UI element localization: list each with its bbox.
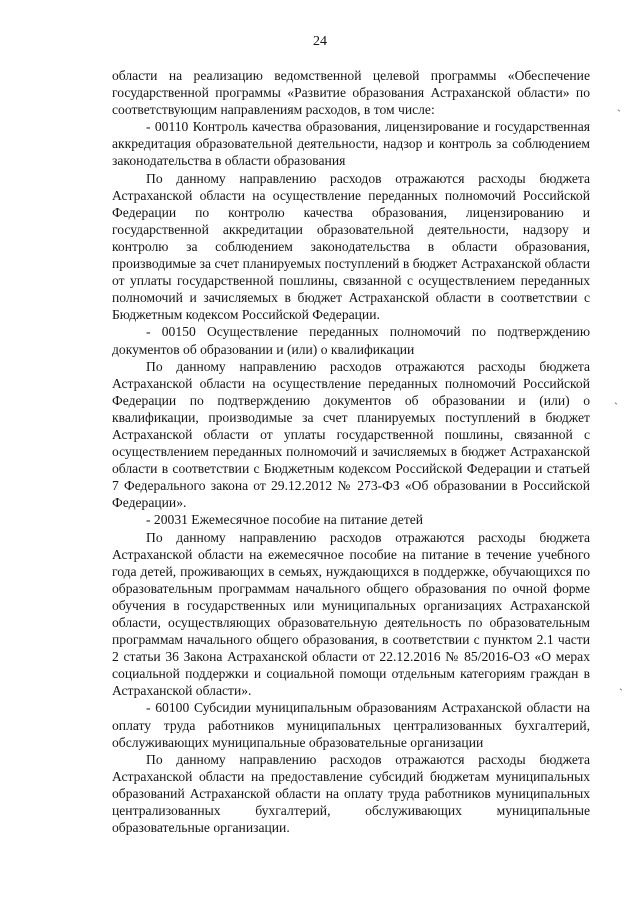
item-20031-heading: - 20031 Ежемесячное пособие на питание детей [146, 512, 424, 528]
item-00150-description: По данному направлению расходов отражаются расходы бюджета Астраханской области на осуществление переданных полномочий Российской Федерации по подтверждению документов об образовании и (или) о квалификации, производимые за счет планируемых поступлений в бюджет Астраханской области от уплаты государственной пошлины, связанной с осуществлением переданных полномочий и зачисляемых в бюджет Астраханской области в соответствии с Бюджетным кодексом Российской Федерации и статьей 7 Федерального закона от 29.12.2012 № 273-ФЗ «Об образовании в Российской Федерации». [112, 358, 590, 511]
item-00110-description: По данному направлению расходов отражаются расходы бюджета Астраханской области на осуществление переданных полномочий Российской Федерации по контролю качества образования, лицензированию и государственной аккредитации образовательной деятельности, надзору и контролю за соблюдением законодательства в области образования, производимые за счет планируемых поступлений в бюджет Астраханской области от уплаты государственной пошлины, связанной с осуществлением переданных полномочий и зачисляемых в бюджет Астраханской области в соответствии с Бюджетным кодексом Российской Федерации. [112, 170, 590, 323]
margin-mark: ˏ [617, 98, 621, 112]
page-number: 24 [313, 34, 327, 49]
item-20031-description: По данному направлению расходов отражаются расходы бюджета Астраханской области на ежемесячное пособие на питание в течение учебного года детей, проживающих в семьях, нуждающихся в поддержке, обучающихся по образовательным программам начального общего образования по очной форме обучения в государственных или муниципальных организациях Астраханской области, осуществляющих образовательную деятельность по образовательным программам начального общего образования, в соответствии с пунктом 2.1 части 2 статьи 36 Закона Астраханской области от 22.12.2016 № 85/2016-ОЗ «О мерах социальной поддержки и социальной помощи отдельным категориям граждан в Астраханской области». [112, 529, 590, 699]
paragraph-program-intro: области на реализацию ведомственной целевой программы «Обеспечение государственной программы «Развитие образования Астраханской области» по соответствующим направлениям расходов, в том числе: [112, 68, 590, 118]
item-60100-heading: - 60100 Субсидии муниципальным образованиям Астраханской области на оплату труда работников муниципальных централизованных бухгалтерий, обслуживающих муниципальные образовательные организации [112, 700, 590, 750]
item-00110-heading: - 00110 Контроль качества образования, лицензирование и государственная аккредитация образовательной деятельности, надзор и контроль за соблюдением законодательства в области образования [112, 119, 590, 169]
item-00150-heading: - 00150 Осуществление переданных полномочий по подтверждению документов об образовании и (или) о квалификации [112, 324, 590, 357]
item-60100-description: По данному направлению расходов отражаются расходы бюджета Астраханской области на предоставление субсидий бюджетам муниципальных образований Астраханской области на оплату труда работников муниципальных централизованных бухгалтерий, обслуживающих муниципальные образовательные организации. [112, 751, 590, 836]
document-body [112, 67, 590, 836]
margin-mark: ˏ [614, 391, 618, 405]
margin-mark: ˏ [619, 677, 623, 691]
